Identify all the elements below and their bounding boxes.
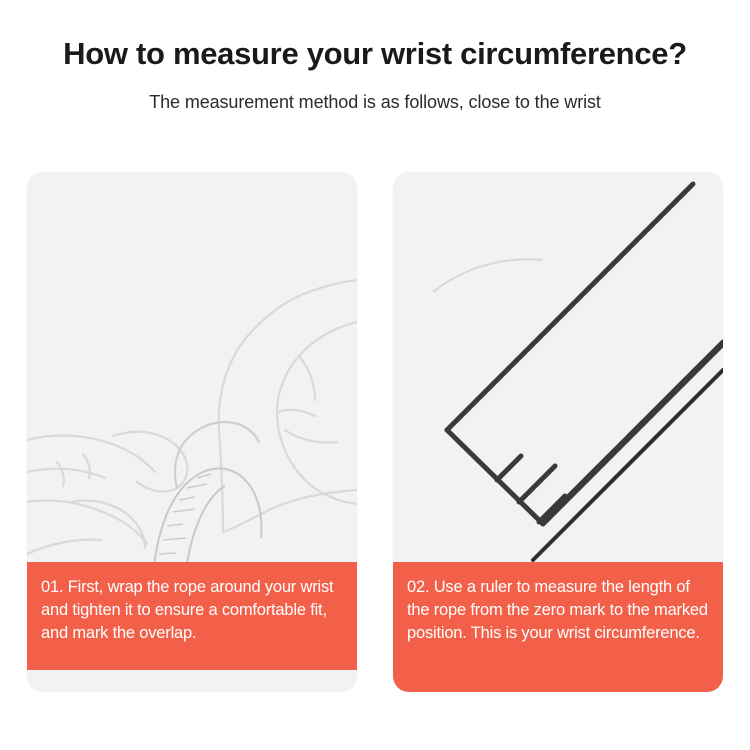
- page-subtitle: The measurement method is as follows, close to the wrist: [149, 92, 601, 112]
- instruction-card-2-caption: 02. Use a ruler to measure the length of the rope from the zero mark to the marked position. This is your wrist circumference.: [393, 562, 723, 692]
- instruction-card-2: [393, 172, 723, 692]
- instruction-card-1-caption: 01. First, wrap the rope around your wrist and tighten it to ensure a comfortable fit, and mark the overlap.: [27, 562, 357, 670]
- instruction-card-1: [27, 172, 357, 692]
- hand-wrapping-tape-around-wrist-icon: [27, 172, 357, 562]
- ruler-measuring-rope-length-icon: [393, 172, 723, 562]
- instruction-cards: [27, 172, 723, 692]
- page-title: How to measure your wrist circumference?: [63, 36, 687, 71]
